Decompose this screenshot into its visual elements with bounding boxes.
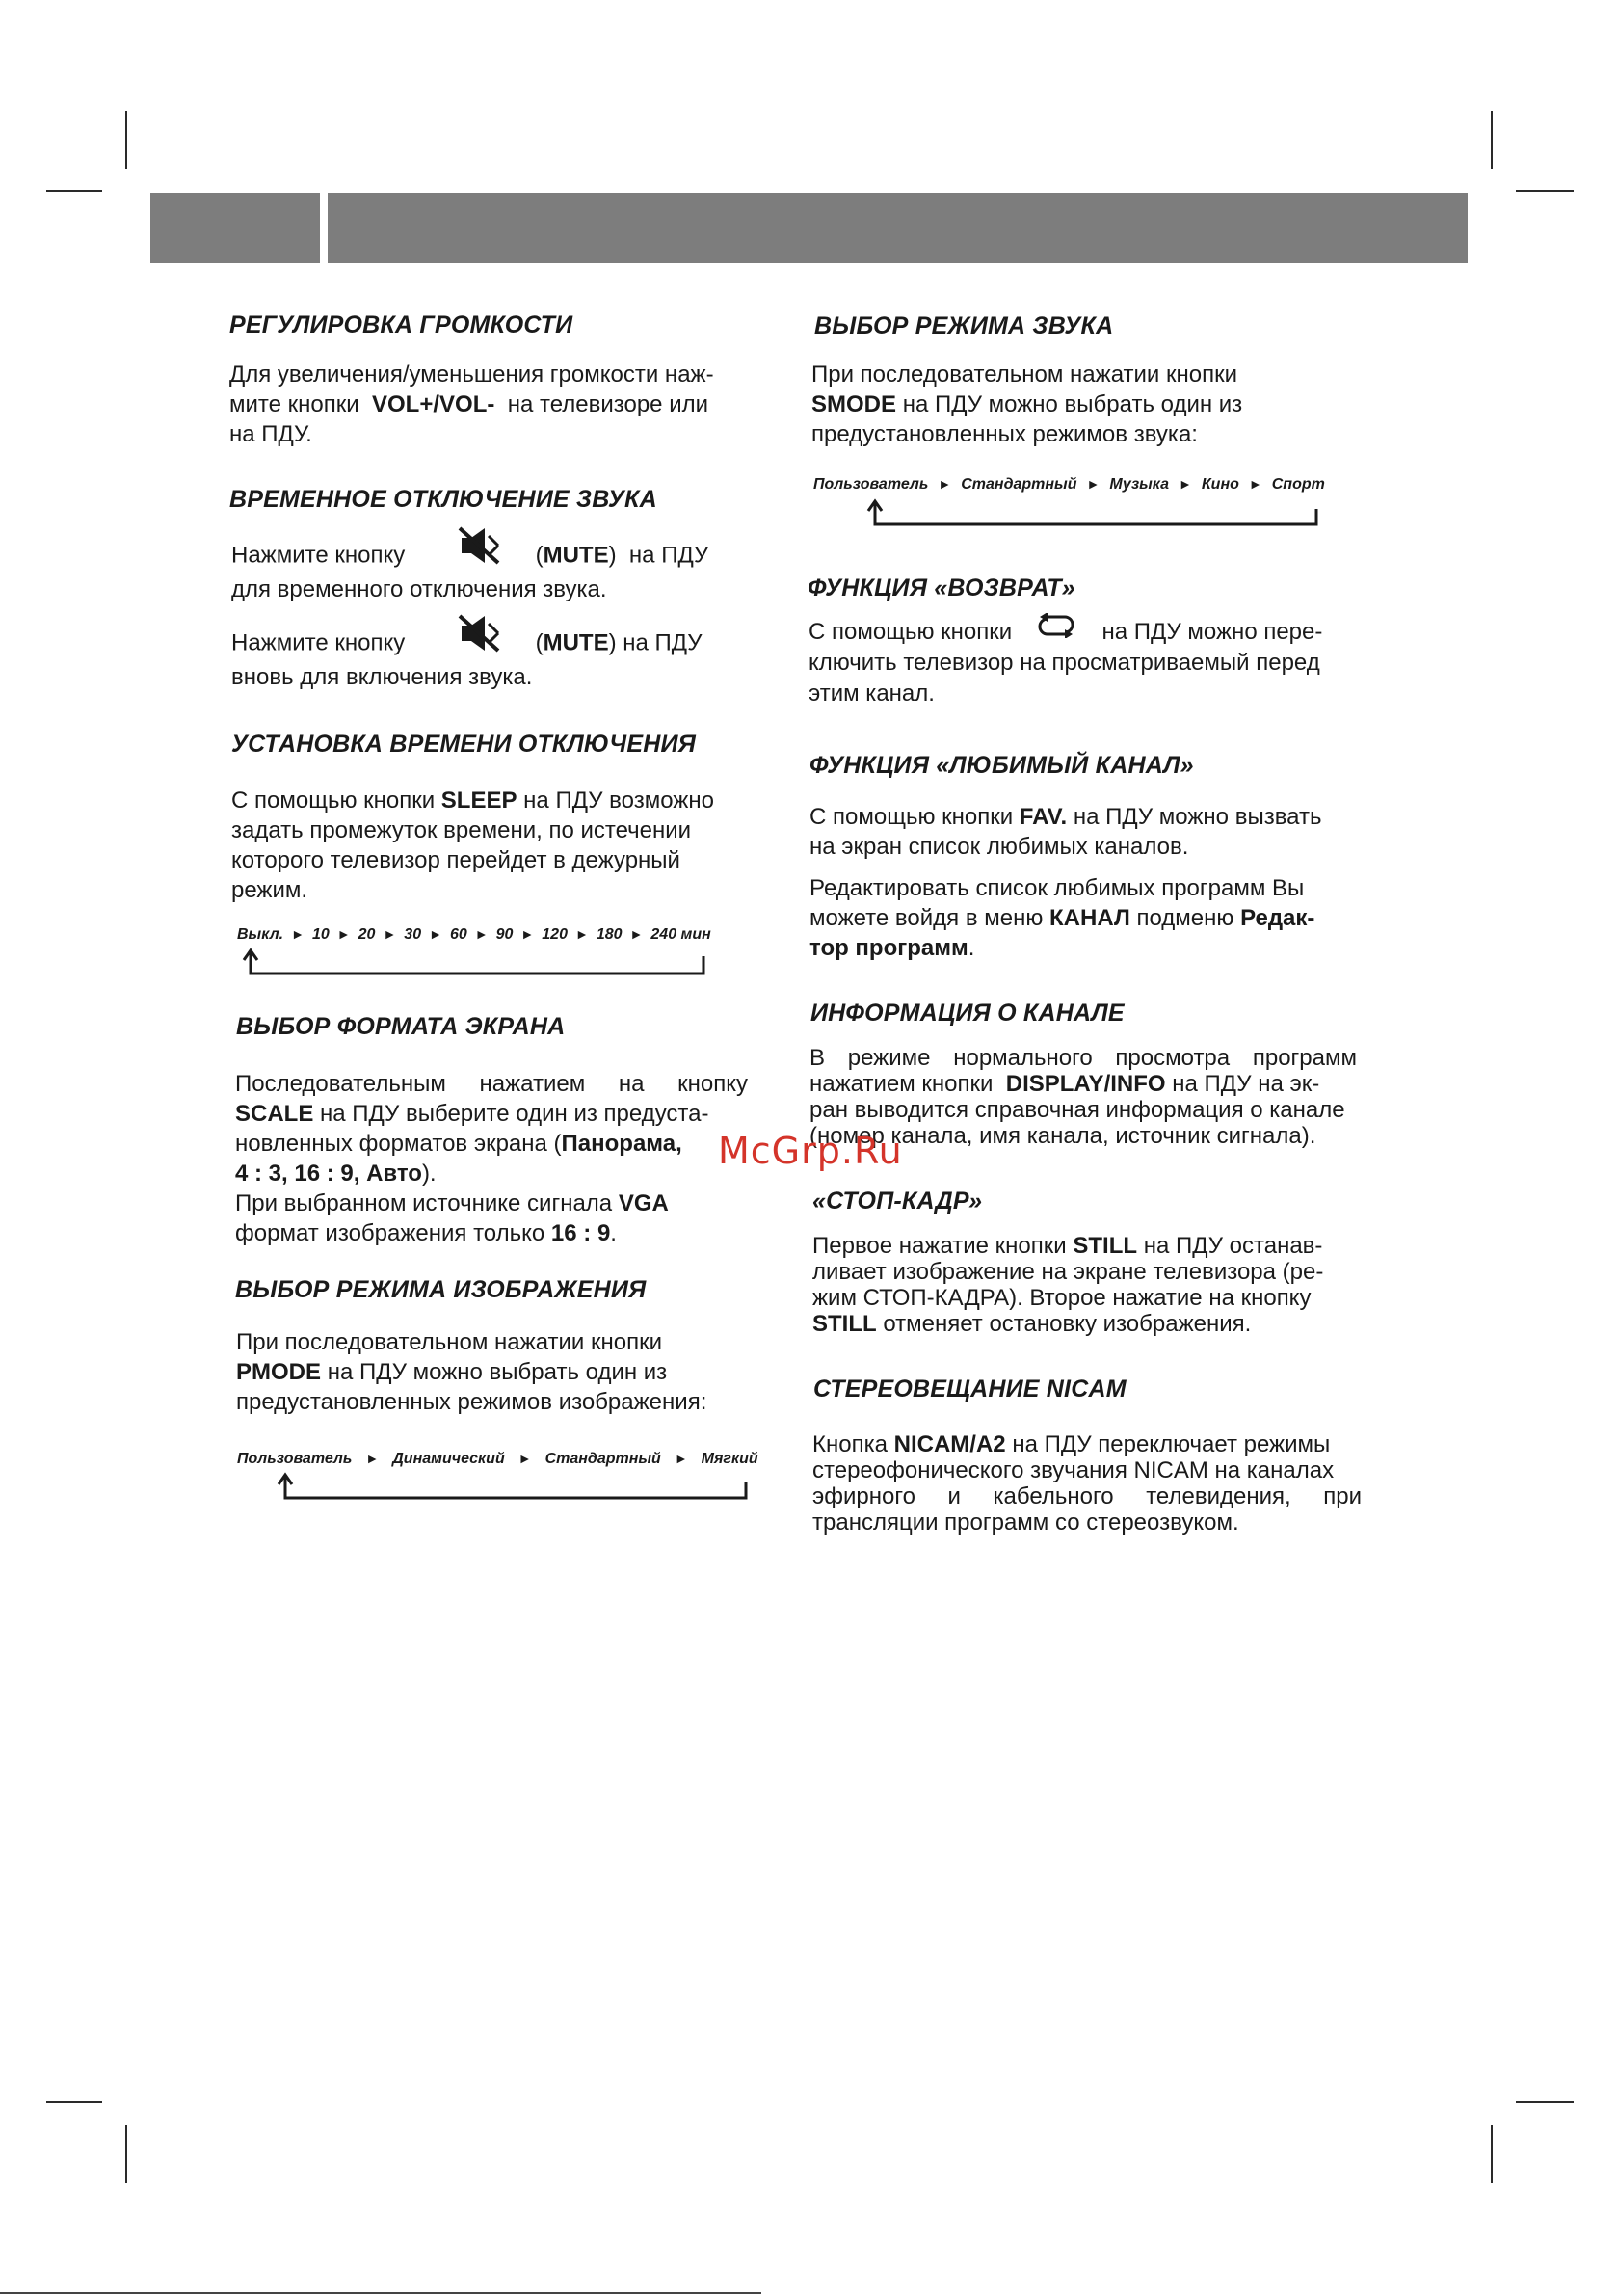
header-bar-left: [150, 193, 320, 263]
crop-mark: [125, 111, 127, 169]
fav-text: С помощью кнопки FAV. на ПДУ можно вызвать на экран список любимых каналов.: [809, 804, 1322, 860]
smode-sequence: Пользователь ► Стандартный ► Музыка ► Кино ► Спорт: [813, 476, 1325, 493]
still-title: «СТОП-КАДР»: [812, 1188, 983, 1215]
scale-title: ВЫБОР ФОРМАТА ЭКРАНА: [236, 1013, 566, 1040]
mute-title: ВРЕМЕННОЕ ОТКЛЮЧЕНИЕ ЗВУКА: [229, 486, 657, 513]
crop-mark: [46, 190, 102, 192]
fav-text-2: Редактировать список любимых программ Вы можете войдя в меню КАНАЛ подменю Редак- тор программ.: [809, 875, 1315, 961]
fav-title: ФУНКЦИЯ «ЛЮБИМЫЙ КАНАЛ»: [809, 752, 1194, 779]
footer-line: [0, 2292, 761, 2294]
info-text: В режиме нормального просмотра программ нажатием кнопки DISPLAY/INFO на ПДУ на эк- ран выводится справочная информация о канале (номер канала, имя канала, источник сигнала).: [809, 1045, 1357, 1149]
crop-mark: [125, 2125, 127, 2183]
mute-text-1: Нажмите кнопку (MUTE) на ПДУ для временного отключения звука.: [231, 538, 771, 604]
nicam-title: СТЕРЕОВЕЩАНИЕ NICAM: [813, 1375, 1127, 1402]
nicam-text: Кнопка NICAM/A2 на ПДУ переключает режимы стереофонического звучания NICAM на каналах эфирного и кабельного телевидения, при трансляции программ со стереозвуком.: [812, 1431, 1362, 1535]
crop-mark: [1516, 2101, 1574, 2103]
scale-line-1: Последовательным нажатием на кнопку: [235, 1071, 748, 1097]
crop-mark: [1491, 111, 1493, 169]
volume-text: Для увеличения/уменьшения громкости наж- мите кнопки VOL+/VOL- на телевизоре или на ПДУ.: [229, 361, 714, 447]
smode-text: При последовательном нажатии кнопки SMODE на ПДУ можно выбрать один из предустановленных режимов звука:: [811, 361, 1243, 447]
scale-text: Последовательным нажатием на кнопку SCALE на ПДУ выберите один из предуста- новленных форматов экрана (Панорама, 4 : 3, 16 : 9, Авто). При выбранном источнике сигнала VGA формат изображения только 16 : 9.: [235, 1071, 748, 1246]
smode-title: ВЫБОР РЕЖИМА ЗВУКА: [814, 312, 1114, 339]
mute-text-2: Нажмите кнопку (MUTE) на ПДУ вновь для включения звука.: [231, 626, 771, 692]
sleep-loop-arrow: [239, 947, 711, 981]
return-text: С помощью кнопки на ПДУ можно пере- ключить телевизор на просматриваемый перед этим канал.: [809, 617, 1387, 709]
pmode-loop-arrow: [274, 1471, 752, 1506]
info-line-1: В режиме нормального просмотра программ: [809, 1045, 1357, 1071]
pmode-title: ВЫБОР РЕЖИМА ИЗОБРАЖЕНИЯ: [235, 1276, 647, 1303]
return-title: ФУНКЦИЯ «ВОЗВРАТ»: [808, 574, 1075, 601]
return-arrows-icon: [1036, 613, 1076, 647]
pmode-sequence: Пользователь ► Динамический ► Стандартный ► Мягкий: [237, 1451, 758, 1467]
crop-mark: [1491, 2125, 1493, 2183]
watermark: McGrp.Ru: [718, 1130, 903, 1172]
header-bar-right: [328, 193, 1468, 263]
pmode-text: При последовательном нажатии кнопки PMODE на ПДУ можно выбрать один из предустановленных режимов изображения:: [236, 1329, 707, 1415]
info-title: ИНФОРМАЦИЯ О КАНАЛЕ: [810, 1000, 1125, 1027]
nicam-line-3: эфирного и кабельного телевидения, при: [812, 1483, 1362, 1509]
mute-speaker-icon: [456, 612, 502, 662]
volume-title: РЕГУЛИРОВКА ГРОМКОСТИ: [229, 311, 573, 338]
smode-loop-arrow: [863, 497, 1322, 532]
crop-mark: [46, 2101, 102, 2103]
sleep-sequence: Выкл. ► 10 ► 20 ► 30 ► 60 ► 90 ► 120 ► 180 ► 240 мин: [237, 926, 711, 943]
sleep-text: С помощью кнопки SLEEP на ПДУ возможно задать промежуток времени, по истечении которого телевизор перейдет в дежурный режим.: [231, 788, 714, 903]
mute-speaker-icon: [456, 524, 502, 574]
still-text: Первое нажатие кнопки STILL на ПДУ останав- ливает изображение на экране телевизора (ре- жим СТОП-КАДРА). Второе нажатие на кнопку STILL отменяет остановку изображения.: [812, 1233, 1324, 1337]
sleep-title: УСТАНОВКА ВРЕМЕНИ ОТКЛЮЧЕНИЯ: [231, 731, 697, 758]
crop-mark: [1516, 190, 1574, 192]
